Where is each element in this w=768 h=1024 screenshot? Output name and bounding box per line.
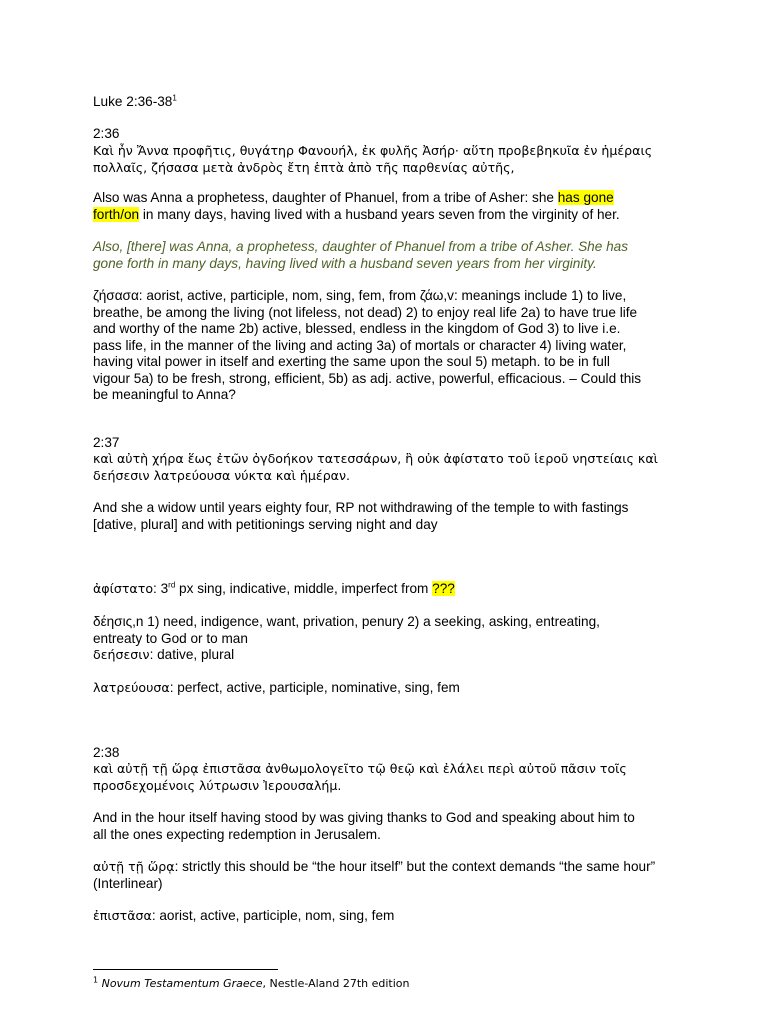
- word-note-latreuousa: λατρεύουσα: perfect, active, participle, nominative, sing, fem: [93, 680, 460, 695]
- smooth-translation-36: Also, [there] was Anna, a prophetess, daughter of Phanuel from a tribe of Asher. She has gone forth in many days, having lived with a husband seven years from her virginity.: [93, 239, 629, 271]
- literal-translation-37: And she a widow until years eighty four, RP not withdrawing of the temple to with fastings [dative, plural] and with petitionings serving night and day: [93, 500, 629, 532]
- highlighted-text: forth/on: [93, 206, 140, 222]
- literal-translation-36: Also was Anna a prophetess, daughter of Phanuel, from a tribe of Asher: she has gone forth/on in many days, having lived with a husband years seven from the virginity of her.: [93, 190, 620, 222]
- verse-ref-38: 2:38: [93, 745, 120, 760]
- greek-text-38: καὶ αὐτῇ τῇ ὥρᾳ ἐπιστᾶσα ἀνθωμολογεῖτο τῷ θεῷ καὶ ἐλάλει περὶ αὐτοῦ πᾶσιν τοῖς προσδεχομένοις λύτρωσιν Ἰερουσαλήμ.: [93, 761, 627, 793]
- verse-ref-36: 2:36: [93, 126, 120, 141]
- verse-ref-37: 2:37: [93, 435, 120, 450]
- word-note-epistasa: ἐπιστᾶσα: aorist, active, participle, nom, sing, fem: [93, 908, 395, 923]
- word-note-zesasa: ζήσασα: aorist, active, participle, nom, sing, fem, from ζάω,v: meanings include 1) to live, breathe, be among the living (not lifeless, not dead) 2) to enjoy real life 2a) to have true life and worthy of the name 2b) active, blessed, endless in the kingdom of God 3) to live i.e. pass life, in the manner of the living and acting 3a) of mortals or character 4) living water, having vital power in itself and exerting the same upon the soul 5) metaph. to be in full vigour 5a) to be fresh, strong, efficient, 5b) as adj. active, powerful, efficacious. – Could this be meaningful to Anna?: [93, 288, 642, 402]
- footnote-divider: [93, 969, 278, 970]
- highlighted-text: has gone: [557, 190, 614, 205]
- footnote-marker[interactable]: 1: [172, 93, 177, 103]
- word-note-deesis: δέησις,n 1) need, indigence, want, privation, penury 2) a seeking, asking, entreating, entreaty to God or to man δεήσεσιν: dative, plural: [93, 614, 600, 662]
- literal-translation-38: And in the hour itself having stood by was giving thanks to God and speaking about him to all the ones expecting redemption in Jerusalem.: [93, 810, 635, 842]
- word-note-aphistato: ἀφίστατο: 3rd px sing, indicative, middle, imperfect from ???: [93, 580, 455, 596]
- footnote: $^1$ Novum Testamentum Graece, Nestle-Aland 27th edition: [93, 975, 410, 990]
- highlighted-text: ???: [432, 581, 455, 596]
- word-note-aute-te-hora: αὐτῇ τῇ ὥρᾳ: strictly this should be “the hour itself” but the context demands “the same hour” (Interlinear): [93, 859, 656, 891]
- greek-text-37: καὶ αὐτὴ χήρα ἕως ἐτῶν ὀγδοήκον τατεσσάρων, ἣ οὐκ ἀφίστατο τοῦ ἱεροῦ νηστείαις καὶ δεήσεσιν λατρεύουσα νύκτα καὶ ἡμέραν.: [93, 451, 658, 483]
- greek-text-36: Καὶ ἦν Ἄννα προφῆτις, θυγάτηρ Φανουήλ, ἐκ φυλῆς Ἀσήρ· αὕτη προβεβηκυῖα ἐν ἡμέραις πολλαῖς, ζήσασα μετὰ ἀνδρὸς ἔτη ἑπτὰ ἀπὸ τῆς παρθενίας αὐτῆς,: [93, 143, 653, 175]
- page-title: Luke $2:36-38^1$: [93, 93, 177, 109]
